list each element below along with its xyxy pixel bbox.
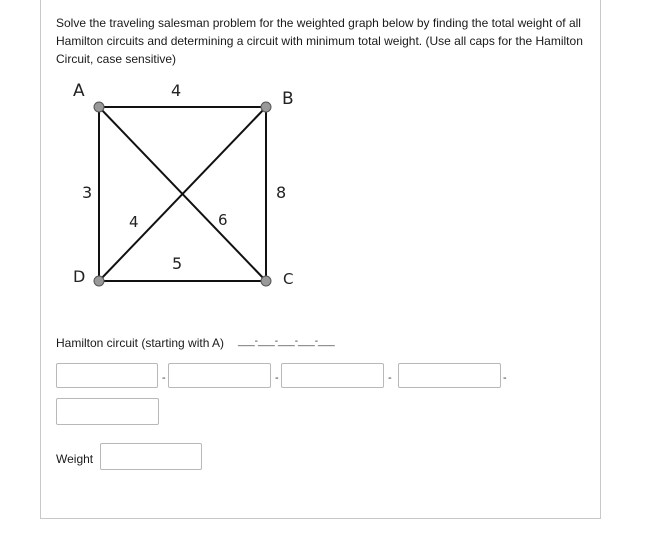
hamilton-circuit-label: Hamilton circuit (starting with A) bbox=[56, 336, 225, 350]
vertex-d bbox=[94, 276, 104, 286]
vertex-label-c: C bbox=[283, 270, 294, 287]
weight-input[interactable] bbox=[100, 443, 202, 470]
circuit-input-4[interactable] bbox=[398, 363, 501, 388]
question-line-2: Hamilton circuits and determining a circuit with minimum total weight. (Use all caps for the Hamilton bbox=[56, 34, 583, 48]
vertex-c bbox=[261, 276, 271, 286]
weight-label-dc: 5 bbox=[172, 254, 183, 273]
weight-label-ad: 3 bbox=[82, 183, 93, 202]
weight-label-ab: 4 bbox=[171, 81, 182, 100]
weight-label-ac: 6 bbox=[218, 211, 228, 229]
circuit-separator-3: - bbox=[388, 372, 392, 384]
circuit-input-3[interactable] bbox=[281, 363, 384, 388]
vertex-label-b: B bbox=[282, 89, 294, 109]
question-text bbox=[56, 14, 586, 68]
answer-pattern: ___-___-___-___-___ bbox=[238, 336, 335, 347]
question-card bbox=[40, 0, 601, 519]
circuit-input-5[interactable] bbox=[56, 398, 159, 425]
circuit-input-2[interactable] bbox=[168, 363, 271, 388]
weight-label: Weight bbox=[56, 452, 94, 466]
circuit-separator-4: - bbox=[503, 372, 507, 384]
circuit-separator-1: - bbox=[162, 372, 166, 384]
vertex-label-a: A bbox=[73, 81, 85, 101]
weight-label-bd: 4 bbox=[129, 213, 139, 231]
vertex-b bbox=[261, 102, 271, 112]
circuit-separator-2: - bbox=[275, 372, 279, 384]
vertex-a bbox=[94, 102, 104, 112]
circuit-input-1[interactable] bbox=[56, 363, 158, 388]
weighted-graph bbox=[61, 72, 321, 287]
question-line-1: Solve the traveling salesman problem for the weighted graph below by finding the total weight of all bbox=[56, 16, 581, 30]
weight-label-bc: 8 bbox=[276, 183, 287, 202]
vertex-label-d: D bbox=[73, 267, 86, 286]
question-line-3: Circuit, case sensitive) bbox=[56, 52, 177, 66]
